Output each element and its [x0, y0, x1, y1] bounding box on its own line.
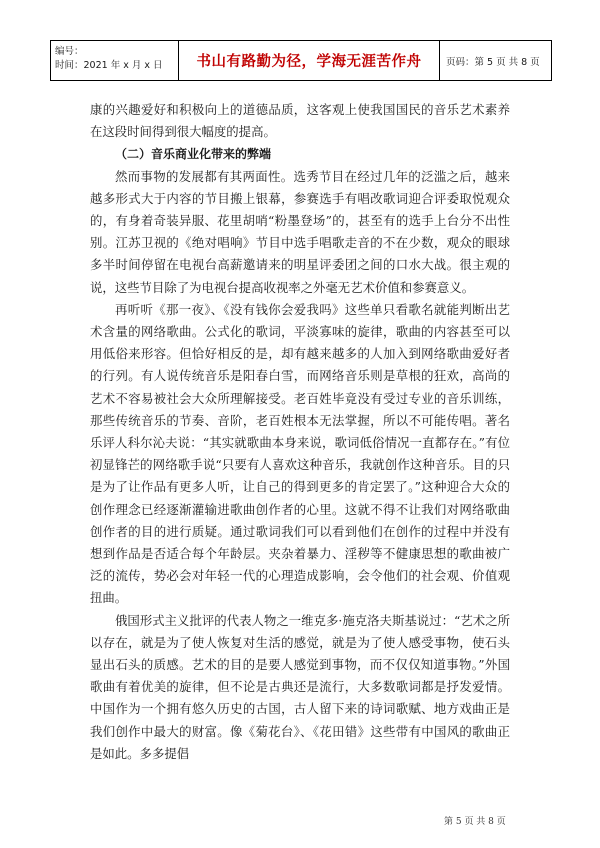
paragraph-2: 然而事物的发展都有其两面性。选秀节目在经过几年的泛滥之后，越来越多形式大于内容的节目搬上银幕，参赛选手有唱改歌词迎合评委取悦观众的，有身着奇装异服、花里胡哨“粉墨登场”的，甚至有的选手上台分不出性别。江苏卫视的《绝对唱响》节目中选手唱歌走音的不在少数，观众的眼球多半时间停留在电视台高薪邀请来的明星评委团之间的口水大战。很主观的说，这些节目除了为电视台提高收视率之外毫无艺术价值和参赛意义。	[90, 168, 510, 295]
paragraph-4: 俄国形式主义批评的代表人物之一维克多·施克洛夫斯基说过：“艺术之所以存在，就是为了使人恢复对生活的感觉，就是为了使人感受事物，使石头显出石头的质感。艺术的目的是要人感觉到事物，而不仅仅知道事物。”外国歌曲有着优美的旋律，但不论是古典还是流行，大多数歌词都是抒发爱情。中国作为一个拥有悠久历史的古国，古人留下来的诗词歌赋、地方戏曲正是我们创作中最大的财富。像《菊花台》、《花田错》这些带有中国风的歌曲正是如此。多多提倡	[90, 612, 510, 761]
page-header	[50, 40, 552, 81]
header-slogan: 书山有路勤为径，学海无涯苦作舟	[179, 41, 440, 80]
document-body	[90, 99, 510, 765]
page-footer: 第 5 页 共 8 页	[444, 817, 506, 827]
paragraph-1: 康的兴趣爱好和积极向上的道德品质，这客观上使我国国民的音乐艺术素养在这段时间得到很大幅度的提高。	[90, 102, 510, 140]
document-date-label: 时间：2021 年 x 月 x 日	[55, 60, 163, 71]
section-heading: （二）音乐商业化带来的弊端	[115, 147, 272, 162]
header-meta	[51, 41, 179, 80]
document-number-label: 编号：	[55, 46, 84, 57]
header-page-number: 页码：第 5 页 共 8 页	[446, 56, 540, 68]
paragraph-3: 再听听《那一夜》、《没有钱你会爱我吗》这些单只看歌名就能判断出艺术含量的网络歌曲。公式化的歌词，平淡寡味的旋律，歌曲的内容甚至可以用低俗来形容。但恰好相反的是，却有越来越多的人加入到网络歌曲爱好者的行列。有人说传统音乐是阳春白雪，而网络音乐则是草根的狂欢，高尚的艺术不容易被社会大众所理解接受。老百姓毕竟没有受过专业的音乐训练，那些传统音乐的节奏、音阶，老百姓根本无法掌握，所以不可能传唱。著名乐评人科尔沁夫说：“其实就歌曲本身来说，歌词低俗情况一直都存在。”有位初显锋芒的网络歌手说“只要有人喜欢这种音乐，我就创作这种音乐。目的只是为了让作品有更多人听，让自己的得到更多的肯定罢了。”这种迎合大众的创作理念已经逐渐灌输进歌曲创作者的心里。这就不得不让我们对网络歌曲创作者的目的进行质疑。通过歌词我们可以看到他们在创作的过程中并没有想到作品是否适合每个年龄层。夹杂着暴力、淫秽等不健康思想的歌曲被广泛的流传，势必会对年轻一代的心理造成影响，会令他们的社会观、价值观扭曲。	[90, 301, 510, 606]
